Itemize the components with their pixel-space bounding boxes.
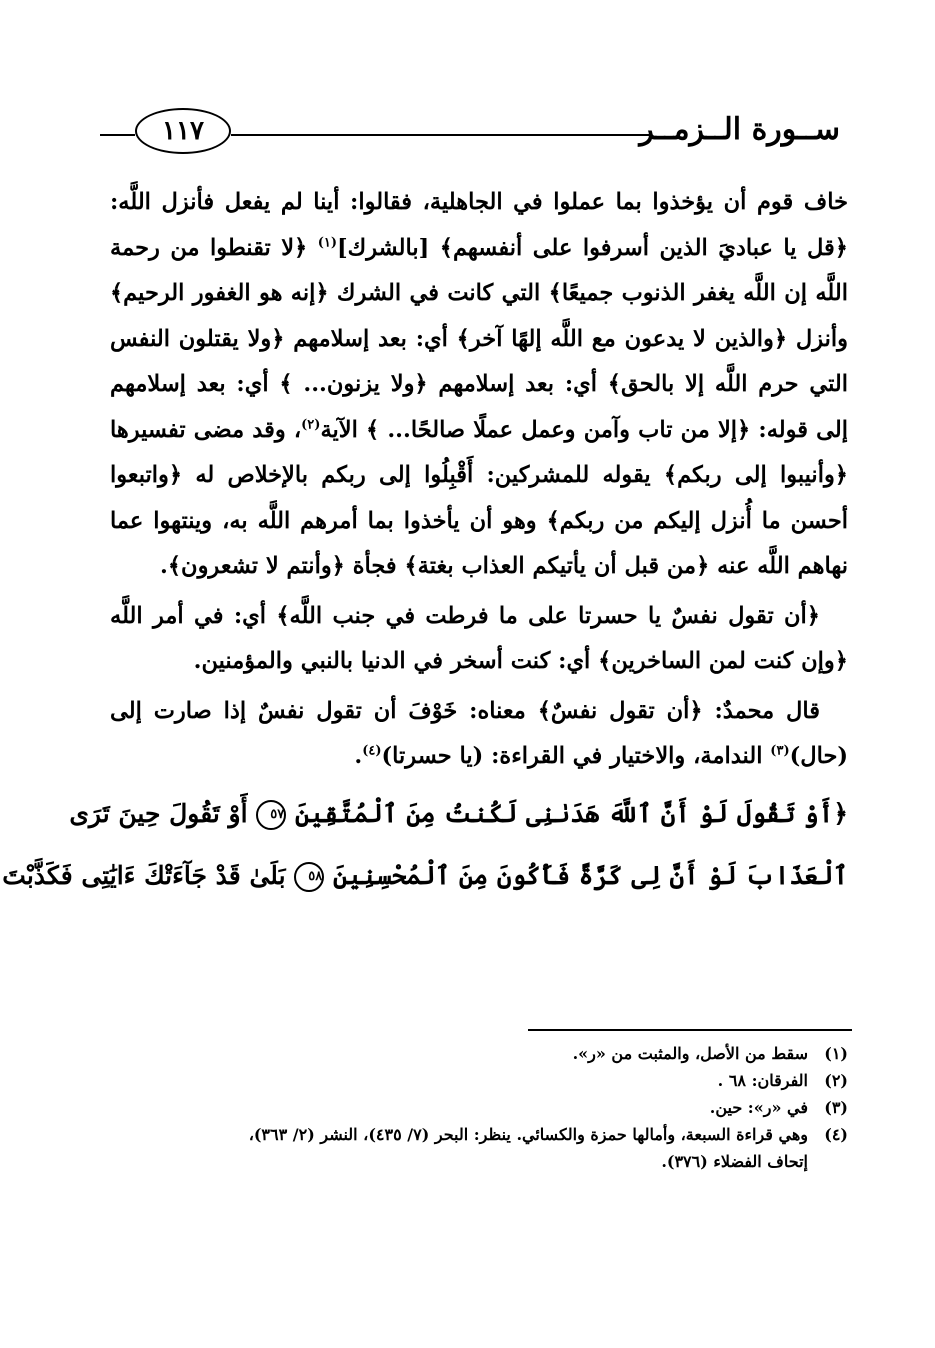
quran-verse-line-1 [69,786,848,842]
footnote-separator [528,1029,852,1031]
paragraph-2: ﴿أن تقول نفسٌ يا حسرتا على ما فرطت في جنب اللَّه﴾ أي: في أمر اللَّه ﴿وإن كنت لمن الساخرين﴾ أي: كنت أسخر في الدنيا بالنبي والمؤمنين. [110,602,848,674]
text-run: قال محمدٌ: ﴿أن تقول نفسٌ﴾ معناه: خَوْفَ أن تقول نفسٌ إذا صارت إلى (حال) [110,697,848,769]
footnote-number: (٣) [824,1098,848,1117]
header-rule [231,134,651,136]
footnote-number: (٢) [824,1071,848,1090]
footnote-1 [110,1040,848,1067]
footnote-ref-1: (١) [317,235,337,250]
verse-text: أَوْ تَقُولَ حِينَ تَرَى [69,798,248,828]
verse-text: ﴿أَوْ تَقُولَ لَوْ أَنَّ ٱللَّهَ هَدَىٰنِى لَكُنتُ مِنَ ٱلْمُتَّقِينَ [294,798,848,828]
footnote-text: في «ر»: حين. [709,1098,808,1117]
paragraph-1 [110,180,848,590]
footnote-4-continued: إتحاف الفضلاء (٣٧٦). [661,1152,808,1171]
footnote-4 [110,1121,848,1148]
quran-verse-line-2 [2,848,848,904]
text-run: الندامة، والاختيار في القراءة: (يا حسرتا) [381,743,771,769]
text-run: ، وقد مضى تفسيرها ﴿وأنيبوا إلى ربكم﴾ يقوله للمشركين: أَقْبِلُوا إلى ربكم بالإخلاص له ﴿واتبعوا أحسن ما أُنزل إليكم من ربكم﴾ وهو أن يأخذوا بما أمرهم اللَّه به، وينتهوا عما نهاهم اللَّه عنه ﴿من قبل أن يأتيكم العذاب بغتة﴾ فجأة ﴿وأنتم لا تشعرون﴾. [110,416,848,579]
header-rule-left [100,134,135,136]
footnote-3 [110,1094,848,1121]
footnote-text: سقط من الأصل، والمثبت من «ر». [572,1044,808,1063]
footnote-ref-3: (٣) [770,743,790,759]
ayah-marker-57: ٥٧ [256,800,286,830]
ayah-marker-58: ٥٨ [294,862,324,892]
footnote-ref-2: (٢) [301,417,321,432]
page-header [100,108,840,158]
page-number: ١١٧ [135,108,231,154]
footnote-2 [110,1067,848,1094]
footnote-text: وهي قراءة السبعة، وأمالها حمزة والكسائي. ينظر: البحر (٧/ ٤٣٥)، النشر (٢/ ٣٦٣)، [248,1125,808,1144]
footnote-number: (٤) [824,1125,848,1144]
text-run: . [354,743,363,769]
text-run: ﴿لا تقنطوا من رحمة اللَّه إن اللَّه يغفر الذنوب جميعًا﴾ التي كانت في الشرك ﴿إنه هو الغفور الرحيم﴾ وأنزل ﴿والذين لا يدعون مع اللَّه إلهًا آخر﴾ أي: بعد إسلامهم ﴿ولا يقتلون النفس التي حرم اللَّه إلا بالحق﴾ أي: بعد إسلامهم ﴿ولا يزنون... ﴾ أي: بعد إسلامهم إلى قوله: ﴿إلا من تاب وآمن وعمل عملًا صالحًا... ﴾ الآية [110,234,849,443]
footnote-text: الفرقان: ٦٨ . [717,1071,808,1090]
main-text [2,180,849,904]
surah-title: ســورة الــزمــر [639,112,840,147]
text-run: خاف قوم أن يؤخذوا بما عملوا في الجاهلية، فقالوا: أينا لم يفعل فأنزل اللَّه: ﴿قل يا عباديَ الذين أسرفوا على أنفسهم﴾ [بالشرك] [110,189,848,261]
verse-text: ٱلْعَذَابَ لَوْ أَنَّ لِى كَرَّةً فَأَكُونَ مِنَ ٱلْمُحْسِنِينَ [332,860,848,890]
paragraph-3 [110,689,848,780]
footnotes [110,1040,848,1175]
verse-text: بَلَىٰ قَدْ جَآءَتْكَ ءَايَٰتِى فَكَذَّبْتَ [2,860,286,890]
footnote-ref-4: (٤) [362,743,382,759]
footnote-number: (١) [824,1044,848,1063]
